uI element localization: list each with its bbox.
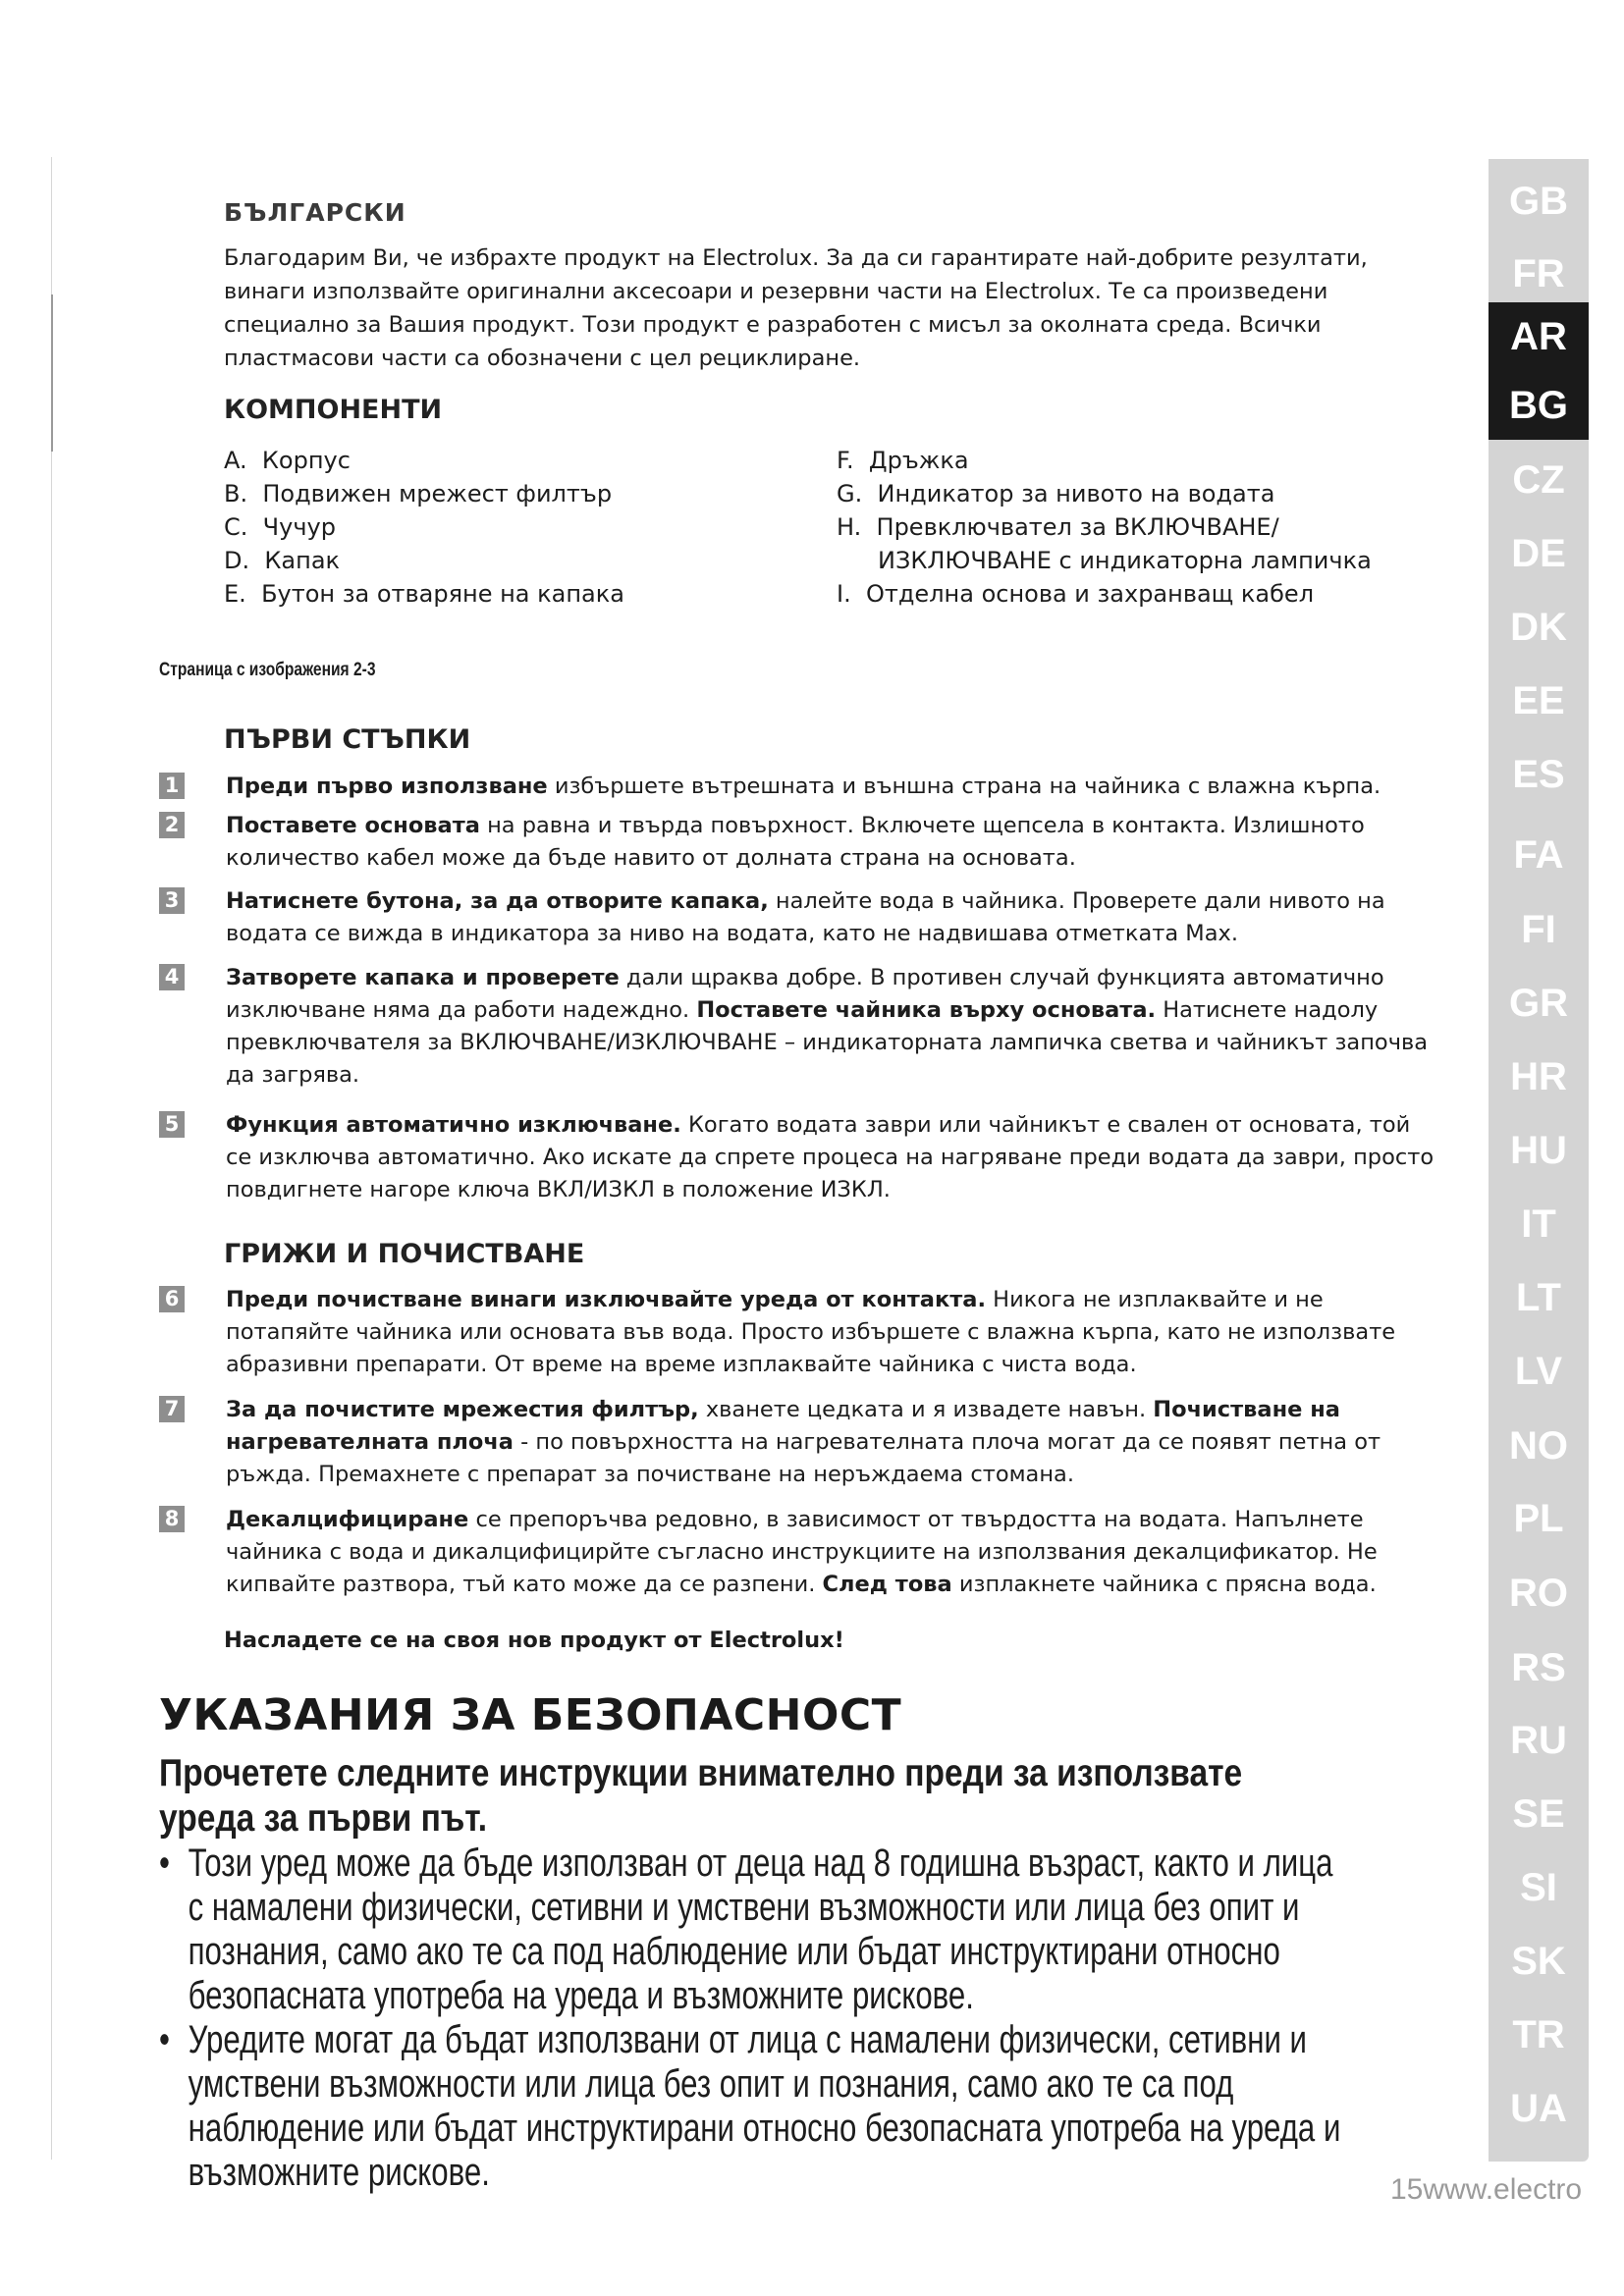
step-text: Поставете основата на равна и твърда повърхност. Включете щепсела в контакта. Излишното количество кабел може да бъде навито от долната страна на основата. — [226, 813, 1365, 871]
component-item-i: I. Отделна основа и захранващ кабел — [837, 580, 1315, 608]
tab-cz[interactable]: CZ — [1512, 458, 1565, 502]
component-item-g: G. Индикатор за нивото на водата — [837, 480, 1275, 507]
step-text: Преди първо използване избършете вътрешната и външна страна на чайника с влажна кърпа. — [226, 774, 1381, 799]
tab-tr[interactable]: TR — [1512, 2013, 1565, 2056]
step-number-badge: 8 — [159, 1506, 185, 1532]
tab-hr[interactable]: HR — [1510, 1055, 1567, 1098]
tab-sk[interactable]: SK — [1511, 1940, 1566, 1983]
safety-bullets — [159, 1842, 1354, 2195]
tab-rs[interactable]: RS — [1511, 1646, 1566, 1689]
care-heading: ГРИЖИ И ПОЧИСТВАНЕ — [224, 1239, 585, 1269]
enjoy-message: Насладете се на своя нов продукт от Electrolux! — [224, 1628, 844, 1653]
step-number-badge: 4 — [159, 964, 185, 990]
component-item-f: F. Дръжка — [837, 447, 969, 474]
tab-gb[interactable]: GB — [1509, 180, 1568, 223]
step-text: Натиснете бутона, за да отворите капака, налейте вода в чайника. Проверете дали нивото на водата се вижда в индикатора за ниво на водата, като не надвишава отметката Max. — [226, 888, 1385, 946]
components-heading: КОМПОНЕНТИ — [224, 395, 443, 425]
component-item-b: B. Подвижен мрежест филтър — [224, 480, 613, 507]
component-item-a: A. Корпус — [224, 447, 351, 474]
tab-bg[interactable]: BG — [1489, 371, 1589, 440]
tab-fi[interactable]: FI — [1521, 908, 1556, 951]
tab-si[interactable]: SI — [1520, 1866, 1557, 1909]
step-text: За да почистите мрежестия филтър, хванете цедката и я извадете навън. Почистване на нагревателната плоча - по повърхността на нагревателната плоча могат да се появят петна от ръжда. Премахнете с препарат за почистване на неръждаема стомана. — [226, 1397, 1381, 1487]
tab-hu[interactable]: HU — [1510, 1129, 1567, 1172]
step-text: Декалцифициране се препоръчва редовно, в зависимост от твърдостта на водата. Напълнете чайника с вода и дикалцифицирйте съгласно инструкциите на използвания декалцификатор. Не кипвайте разтвора, тъй като може да се разпени. След това изплакнете чайника с прясна вода. — [226, 1507, 1378, 1597]
step-number-badge: 6 — [159, 1286, 185, 1312]
tab-pl[interactable]: PL — [1513, 1497, 1564, 1540]
step-number-badge: 5 — [159, 1111, 185, 1138]
section-language-title: БЪЛГАРСКИ — [224, 198, 406, 227]
first-steps-heading: ПЪРВИ СТЪПКИ — [224, 724, 471, 755]
safety-subtitle: Прочетете следните инструкции внимателно преди за използвате уреда за първи път. — [159, 1752, 1243, 1840]
tab-se[interactable]: SE — [1512, 1792, 1565, 1836]
step-number-badge: 1 — [159, 773, 185, 799]
safety-title: УКАЗАНИЯ ЗА БЕЗОПАСНОСТ — [159, 1690, 902, 1740]
safety-bullet: • Уредите могат да бъдат използвани от лица с намалени физически, сетивни и умствени възможности или лица без опит и познания, само ако те са под наблюдение или бъдат инструктирани относно безопасната употреба на уреда и възможните рискове. — [159, 2018, 1341, 2194]
component-item-c: C. Чучур — [224, 513, 336, 541]
page-margin-line — [51, 157, 52, 2160]
tab-fa[interactable]: FA — [1513, 833, 1564, 877]
step-text: Функция автоматично изключване. Когато водата заври или чайникът е свален от основата, той се изключва автоматично. Ако искате да спрете процеса на нагряване преди водата да заври, просто повдигнете нагоре ключа ВКЛ/ИЗКЛ в положение ИЗКЛ. — [226, 1112, 1435, 1202]
component-item-d: D. Капак — [224, 547, 341, 574]
tab-dk[interactable]: DK — [1510, 606, 1567, 649]
step-text: Затворете капака и проверете дали щраква добре. В противен случай функцията автоматично изключване няма да работи надеждно. Поставете чайника върху основата. Натиснете надолу превключвателя за ВКЛЮЧВАНЕ/ИЗКЛЮЧВАНЕ – индикаторната лампичка светва и чайникът започва да загрява. — [226, 965, 1429, 1088]
components-list-left — [224, 444, 624, 611]
tab-ua[interactable]: UA — [1510, 2087, 1567, 2130]
tab-gr[interactable]: GR — [1509, 982, 1568, 1025]
step-number-badge: 7 — [159, 1396, 185, 1422]
tab-es[interactable]: ES — [1512, 753, 1565, 796]
image-pages-reference: Страница с изображения 2-3 — [159, 660, 376, 680]
language-tab-strip — [1489, 159, 1589, 2162]
tab-lv[interactable]: LV — [1514, 1350, 1563, 1393]
component-item-h-continued: ИЗКЛЮЧВАНЕ с индикаторна лампичка — [878, 547, 1372, 574]
safety-bullet: • Този уред може да бъде използван от деца над 8 годишна възраст, както и лица с намалени физически, сетивни и умствени възможности или лица без опит и познания, само ако те са под наблюдение или бъдат инструктирани относно безопасната употреба на уреда и възможните рискове. — [159, 1842, 1333, 2017]
tab-no[interactable]: NO — [1509, 1424, 1568, 1468]
step-number-badge: 2 — [159, 812, 185, 838]
tab-ee[interactable]: EE — [1512, 679, 1565, 722]
tab-ro[interactable]: RO — [1509, 1572, 1568, 1615]
components-list-right — [837, 444, 1372, 611]
tab-lt[interactable]: LT — [1516, 1276, 1561, 1319]
tab-ar[interactable]: AR — [1489, 302, 1589, 371]
page-margin-mark — [51, 294, 53, 452]
tab-ru[interactable]: RU — [1510, 1719, 1567, 1762]
step-number-badge: 3 — [159, 887, 185, 914]
page-footer: 15www.electro — [1390, 2173, 1583, 2206]
step-text: Преди почистване винаги изключвайте уреда от контакта. Никога не изплаквайте и не потапяйте чайника или основата във вода. Просто избършете с влажна кърпа, като не използвате абразивни препарати. От време на време изплаквайте чайника с чиста вода. — [226, 1287, 1396, 1377]
intro-paragraph: Благодарим Ви, че избрахте продукт на Electrolux. За да си гарантирате най-добрите резултати, винаги използвайте оригинални аксесоари и резервни части на Electrolux. Те са произведени специално за Вашия продукт. Този продукт е разработен с мисъл за околната среда. Всички пластмасови части са обозначени с цел рециклиране. — [224, 245, 1368, 371]
component-item-e: E. Бутон за отваряне на капака — [224, 580, 624, 608]
tab-fr[interactable]: FR — [1512, 252, 1565, 295]
tab-de[interactable]: DE — [1511, 532, 1566, 575]
component-item-h: H. Превключвател за ВКЛЮЧВАНЕ/ — [837, 513, 1279, 541]
tab-it[interactable]: IT — [1521, 1202, 1556, 1246]
